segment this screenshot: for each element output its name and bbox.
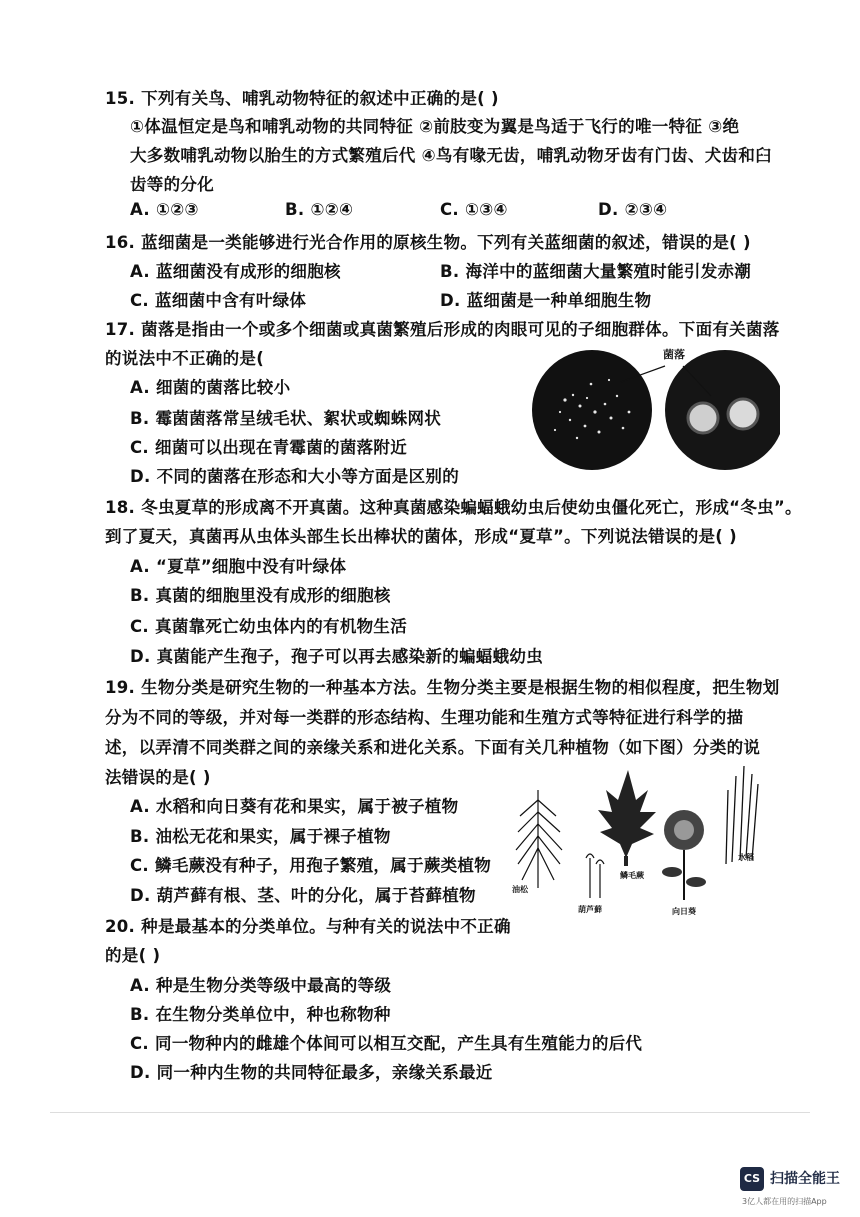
rice-label: 水稻 <box>738 853 754 862</box>
q20-option-a: A. 种是生物分类等级中最高的等级 <box>130 976 392 995</box>
q19-stem: 分为不同的等级，并对每一类群的形态结构、生理功能和生殖方式等特征进行科学的描 <box>105 708 744 727</box>
q20-option-d: D. 同一种内生物的共同特征最多，亲缘关系最近 <box>130 1063 493 1082</box>
q18-option-b: B. 真菌的细胞里没有成形的细胞核 <box>130 586 391 605</box>
q16-option-d: D. 蓝细菌是一种单细胞生物 <box>440 291 652 310</box>
q18-option-c: C. 真菌靠死亡幼虫体内的有机物生活 <box>130 617 408 636</box>
moss-drawing <box>586 854 604 898</box>
plants-figure <box>508 760 773 925</box>
q19-option-d: D. 葫芦藓有根、茎、叶的分化，属于苔藓植物 <box>130 886 476 905</box>
colony-label: 菌落 <box>663 349 685 361</box>
q20-stem: 的是( ) <box>105 946 161 965</box>
q16-option-a: A. 蓝细菌没有成形的细胞核 <box>130 262 341 281</box>
q19-option-c: C. 鳞毛蕨没有种子，用孢子繁殖，属于蕨类植物 <box>130 856 492 875</box>
page-divider <box>50 1112 810 1113</box>
q19-stem: 述，以弄清不同类群之间的亲缘关系和进化关系。下面有关几种植物（如下图）分类的说 <box>105 738 761 757</box>
q17-option-c: C. 细菌可以出现在青霉菌的菌落附近 <box>130 438 408 457</box>
q15-option-b: B. ①②④ <box>285 200 354 219</box>
sunflower-drawing <box>662 810 706 900</box>
q20-option-b: B. 在生物分类单位中，种也称物种 <box>130 1005 391 1024</box>
q18-option-a: A. “夏草”细胞中没有叶绿体 <box>130 557 347 576</box>
q17-stem: 17. 菌落是指由一个或多个细菌或真菌繁殖后形成的肉眼可见的子细胞群体。下面有关菌落 <box>105 320 780 339</box>
q19-stem: 法错误的是( ) <box>105 768 211 787</box>
q15-option-c: C. ①③④ <box>440 200 508 219</box>
q15-statement-line: ①体温恒定是鸟和哺乳动物的共同特征 ②前肢变为翼是鸟适于飞行的唯一特征 ③绝 <box>130 117 740 136</box>
q15-statement-line: 大多数哺乳动物以胎生的方式繁殖后代 ④鸟有喙无齿，哺乳动物牙齿有门齿、犬齿和臼 <box>130 146 772 165</box>
q19-stem: 19. 生物分类是研究生物的一种基本方法。生物分类主要是根据生物的相似程度，把生物划 <box>105 678 780 697</box>
fern-drawing <box>598 770 656 866</box>
q19-option-a: A. 水稻和向日葵有花和果实，属于被子植物 <box>130 797 459 816</box>
q18-option-d: D. 真菌能产生孢子，孢子可以再去感染新的蝙蝠蛾幼虫 <box>130 647 544 666</box>
q16-stem: 16. 蓝细菌是一类能够进行光合作用的原核生物。下列有关蓝细菌的叙述，错误的是( ) <box>105 233 751 252</box>
q18-stem: 到了夏天，真菌再从虫体头部生长出棒状的菌体，形成“夏草”。下列说法错误的是( ) <box>105 527 738 546</box>
app-tagline: 3亿人都在用的扫描App <box>742 1197 827 1206</box>
app-name: 扫描全能王 <box>770 1171 840 1187</box>
moss-label: 葫芦藓 <box>578 905 602 914</box>
q15-option-a: A. ①②③ <box>130 200 199 219</box>
q15-stem: 15. 下列有关鸟、哺乳动物特征的叙述中正确的是( ) <box>105 89 499 108</box>
q15-option-d: D. ②③④ <box>598 200 668 219</box>
q17-stem: 的说法中不正确的是( <box>105 349 265 368</box>
q17-option-b: B. 霉菌菌落常呈绒毛状、絮状或蜘蛛网状 <box>130 409 442 428</box>
colony-photo <box>525 340 780 470</box>
q20-option-c: C. 同一物种内的雌雄个体间可以相互交配，产生具有生殖能力的后代 <box>130 1034 643 1053</box>
pine-label: 油松 <box>512 885 528 894</box>
q19-option-b: B. 油松无花和果实，属于裸子植物 <box>130 827 391 846</box>
q17-option-d: D. 不同的菌落在形态和大小等方面是区别的 <box>130 467 460 486</box>
q20-stem: 20. 种是最基本的分类单位。与种有关的说法中不正确 <box>105 917 511 936</box>
q17-option-a: A. 细菌的菌落比较小 <box>130 378 291 397</box>
q16-option-c: C. 蓝细菌中含有叶绿体 <box>130 291 307 310</box>
q16-option-b: B. 海洋中的蓝细菌大量繁殖时能引发赤潮 <box>440 262 752 281</box>
pine-drawing <box>516 790 562 888</box>
camscanner-logo-icon: CS <box>740 1167 764 1191</box>
q15-statement-line: 齿等的分化 <box>130 175 214 194</box>
sunflower-label: 向日葵 <box>672 907 696 916</box>
fern-label: 鳞毛蕨 <box>620 871 644 880</box>
rice-drawing <box>726 766 758 864</box>
q18-stem: 18. 冬虫夏草的形成离不开真菌。这种真菌感染蝙蝠蛾幼虫后使幼虫僵化死亡，形成“冬虫”。 <box>105 498 802 517</box>
